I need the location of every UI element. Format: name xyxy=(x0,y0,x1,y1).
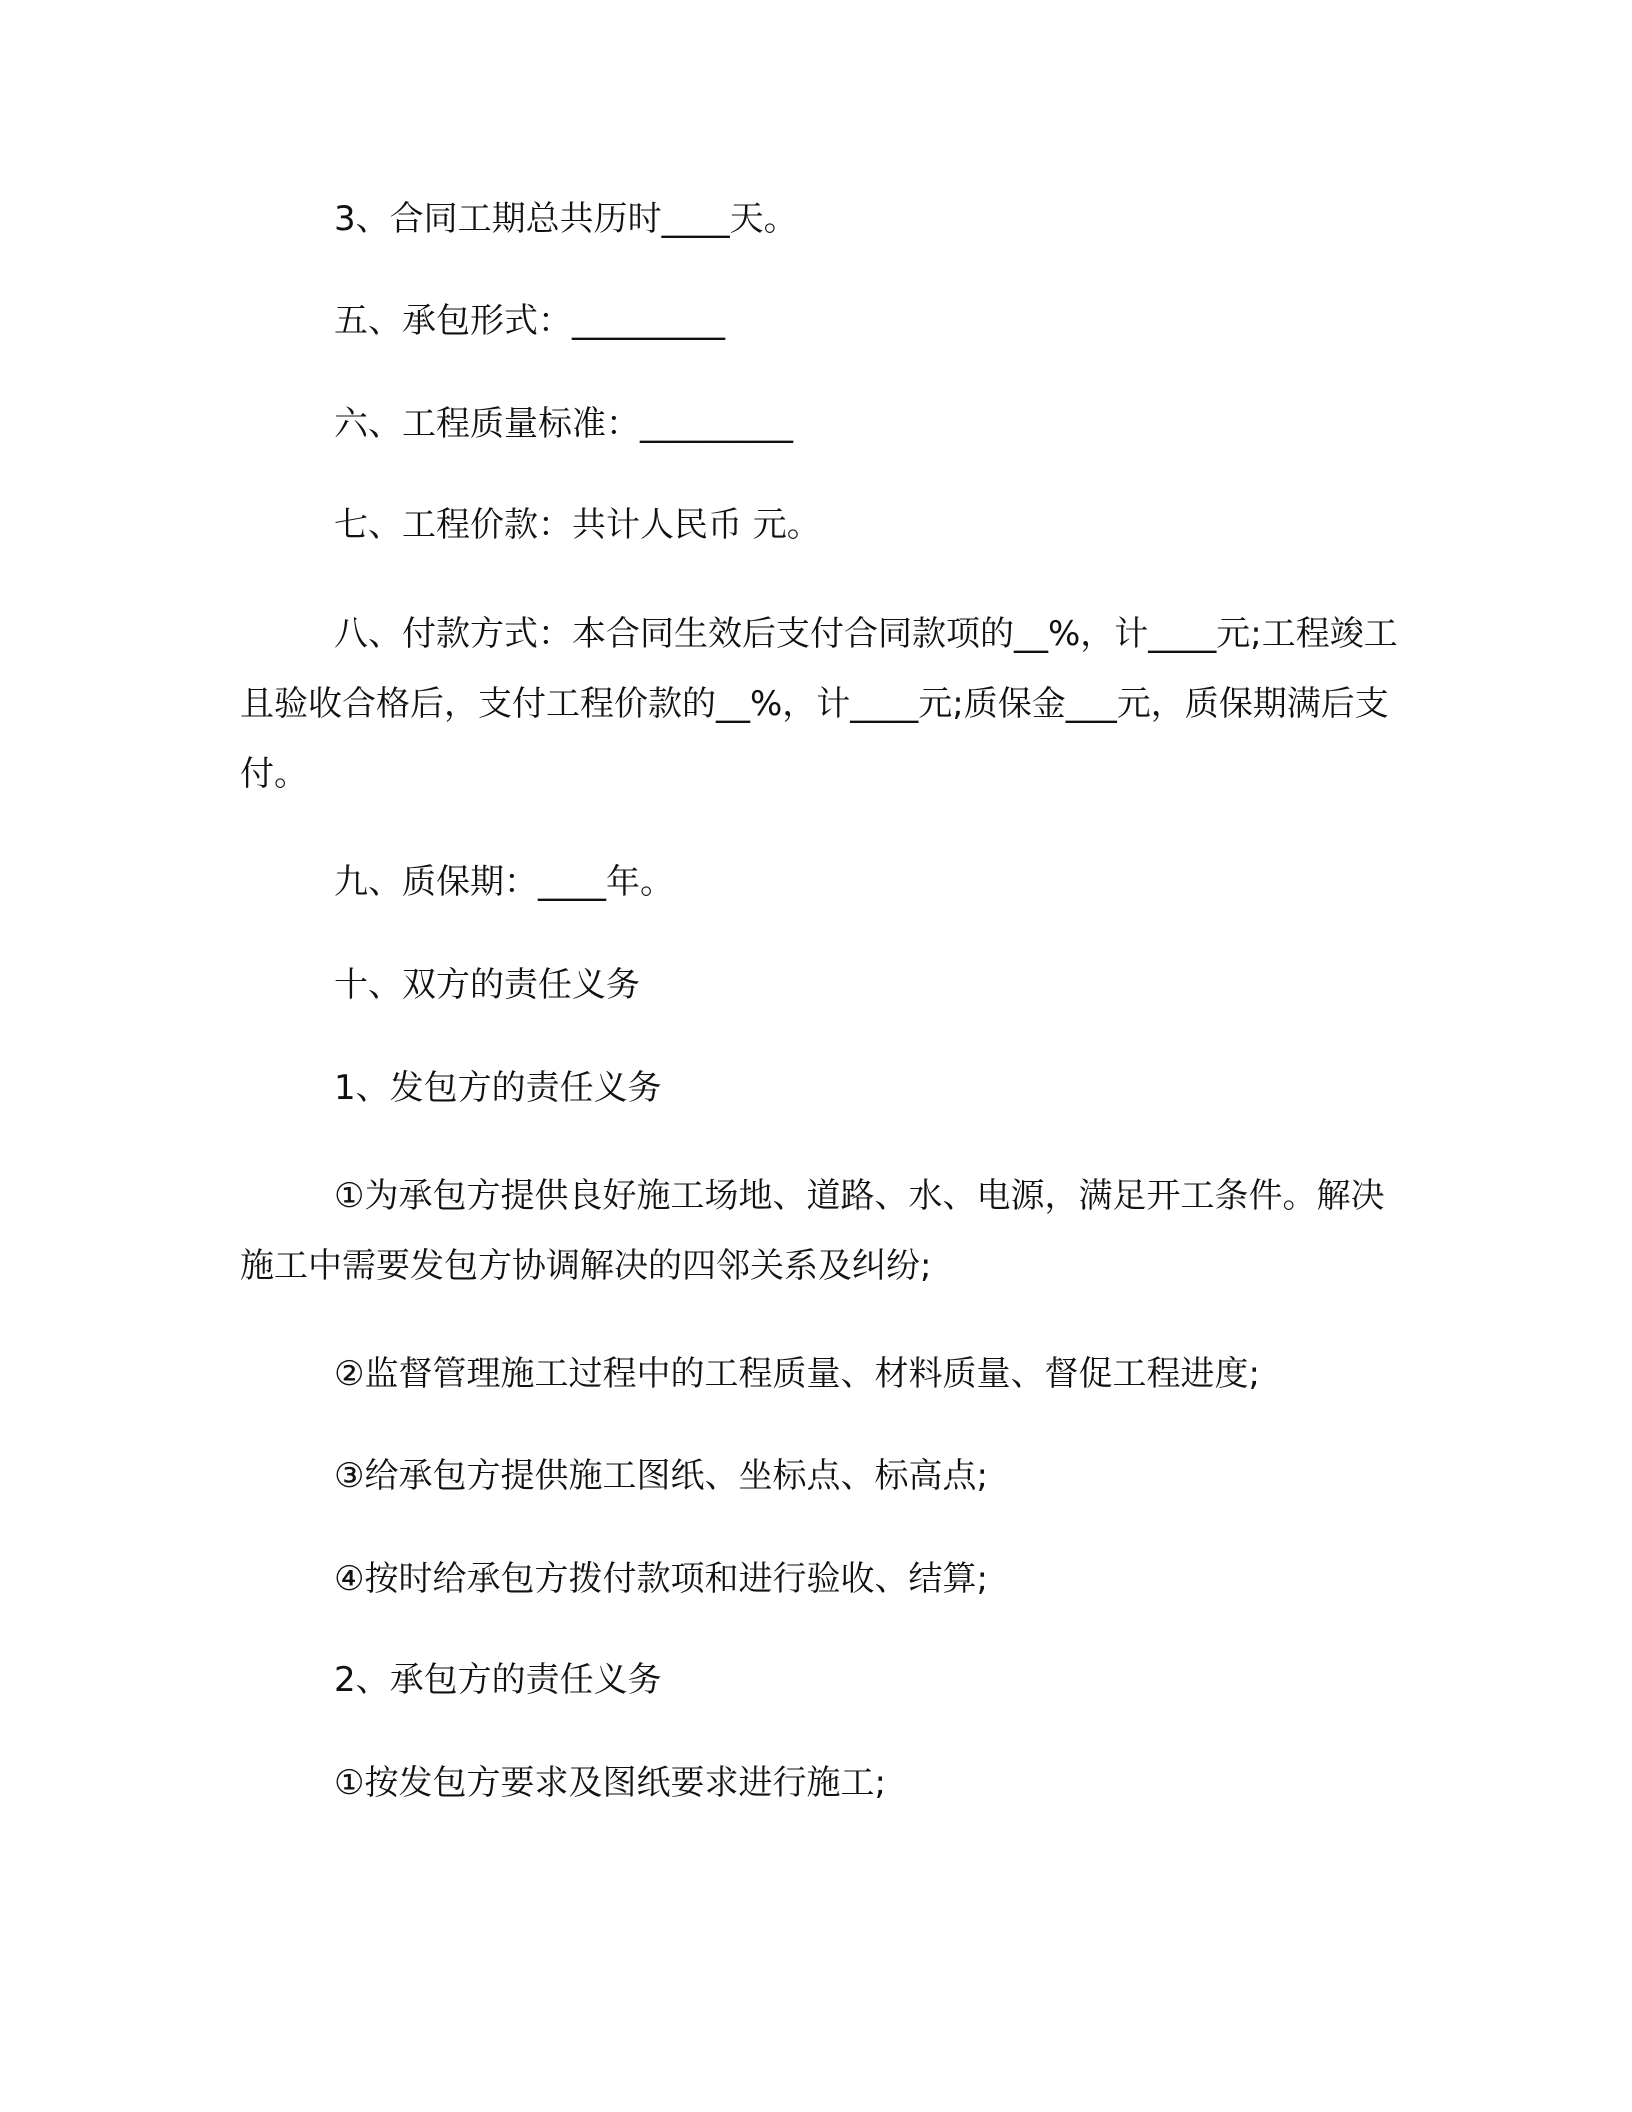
employer-duty-4: ④按时给承包方拨付款项和进行验收、结算; xyxy=(334,1559,988,1599)
employer-duty-2: ②监督管理施工过程中的工程质量、材料质量、督促工程进度; xyxy=(334,1354,1260,1394)
contractor-responsibilities-heading: 2、承包方的责任义务 xyxy=(334,1660,662,1700)
employer-duty-3: ③给承包方提供施工图纸、坐标点、标高点; xyxy=(334,1456,988,1496)
employer-duty-1: ①为承包方提供良好施工场地、道路、水、电源，满足开工条件。解决施工中需要发包方协调解决的四邻关系及纠纷; xyxy=(240,1176,1385,1286)
employer-responsibilities-heading: 1、发包方的责任义务 xyxy=(334,1068,662,1108)
clause-payment-method: 八、付款方式：本合同生效后支付合同款项的__%，计____元;工程竣工且验收合格后，支付工程价款的__%，计____元;质保金___元，质保期满后支付。 xyxy=(240,614,1398,794)
clause-warranty-period: 九、质保期：____年。 xyxy=(334,862,674,902)
contractor-duty-1: ①按发包方要求及图纸要求进行施工; xyxy=(334,1763,886,1803)
clause-responsibilities-heading: 十、双方的责任义务 xyxy=(334,965,640,1005)
clause-duration: 3、合同工期总共历时____天。 xyxy=(334,199,798,239)
clause-contract-price: 七、工程价款：共计人民币 元。 xyxy=(334,505,821,545)
clause-quality-standard: 六、工程质量标准：_________ xyxy=(334,404,793,444)
clause-contract-form: 五、承包形式：_________ xyxy=(334,301,725,341)
